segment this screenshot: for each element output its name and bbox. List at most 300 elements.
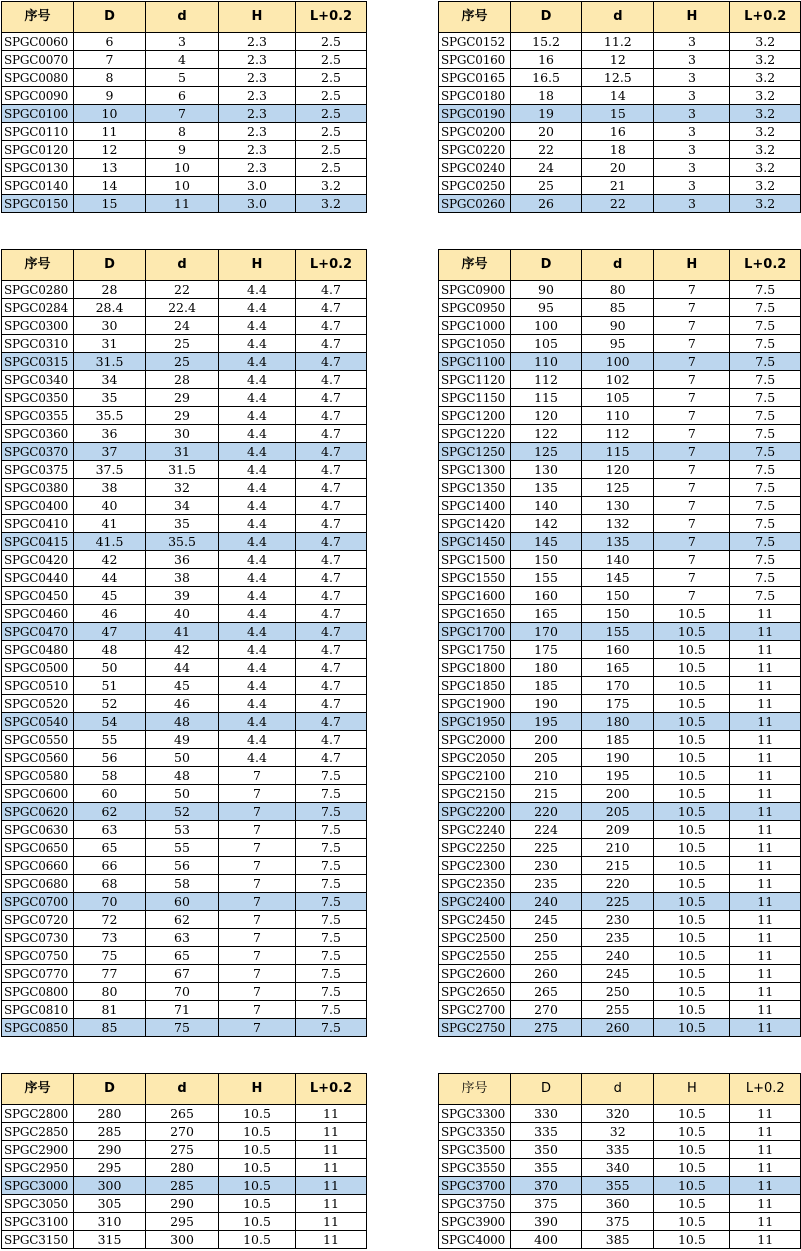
table-row <box>439 893 801 911</box>
table-row <box>439 623 801 641</box>
cell-L: 4.7 <box>296 407 367 425</box>
table-row <box>439 177 801 195</box>
cell-D: 37.5 <box>74 461 146 479</box>
table-row <box>439 767 801 785</box>
cell-D: 44 <box>74 569 146 587</box>
cell-D: 112 <box>510 371 581 389</box>
cell-D: 54 <box>74 713 146 731</box>
cell-H: 3.0 <box>219 195 296 213</box>
cell-D: 224 <box>510 821 581 839</box>
table-row <box>2 911 367 929</box>
cell-L: 4.7 <box>296 353 367 371</box>
cell-H: 7 <box>654 407 730 425</box>
cell-code: SPGC0180 <box>439 87 511 105</box>
cell-D: 142 <box>510 515 581 533</box>
cell-D: 135 <box>510 479 581 497</box>
cell-H: 2.3 <box>219 51 296 69</box>
cell-D: 215 <box>510 785 581 803</box>
cell-d: 385 <box>582 1231 654 1249</box>
cell-d: 290 <box>146 1195 219 1213</box>
cell-code: SPGC1250 <box>439 443 511 461</box>
column-header-code: 序号 <box>439 250 511 281</box>
cell-L: 3.2 <box>730 51 801 69</box>
cell-H: 2.3 <box>219 87 296 105</box>
cell-D: 28 <box>74 281 146 299</box>
cell-code: SPGC0500 <box>2 659 74 677</box>
cell-D: 65 <box>74 839 146 857</box>
cell-H: 10.5 <box>219 1231 296 1249</box>
cell-D: 36 <box>74 425 146 443</box>
spec-table-4 <box>438 249 801 1037</box>
cell-L: 7.5 <box>730 317 801 335</box>
cell-H: 4.4 <box>219 497 296 515</box>
cell-d: 3 <box>146 33 219 51</box>
cell-d: 135 <box>582 533 654 551</box>
cell-code: SPGC0375 <box>2 461 74 479</box>
table-row <box>439 1001 801 1019</box>
cell-d: 205 <box>582 803 654 821</box>
cell-L: 11 <box>296 1123 367 1141</box>
cell-d: 29 <box>146 407 219 425</box>
cell-D: 6 <box>74 33 146 51</box>
table-row <box>2 1195 367 1213</box>
table-row <box>439 1123 801 1141</box>
table-row <box>2 389 367 407</box>
cell-D: 210 <box>510 767 581 785</box>
cell-code: SPGC3550 <box>439 1159 511 1177</box>
cell-D: 48 <box>74 641 146 659</box>
cell-H: 4.4 <box>219 713 296 731</box>
cell-code: SPGC1220 <box>439 425 511 443</box>
cell-H: 10.5 <box>654 983 730 1001</box>
cell-L: 4.7 <box>296 749 367 767</box>
cell-d: 275 <box>146 1141 219 1159</box>
cell-D: 122 <box>510 425 581 443</box>
cell-H: 10.5 <box>654 731 730 749</box>
cell-D: 165 <box>510 605 581 623</box>
header-row <box>2 250 367 281</box>
cell-H: 4.4 <box>219 335 296 353</box>
table-row <box>439 731 801 749</box>
cell-code: SPGC2500 <box>439 929 511 947</box>
cell-D: 180 <box>510 659 581 677</box>
cell-code: SPGC3350 <box>439 1123 511 1141</box>
cell-d: 105 <box>582 389 654 407</box>
cell-H: 7 <box>654 335 730 353</box>
cell-d: 60 <box>146 893 219 911</box>
cell-L: 4.7 <box>296 587 367 605</box>
cell-d: 100 <box>582 353 654 371</box>
column-header-L: L+0.2 <box>730 2 801 33</box>
header-row <box>2 1074 367 1105</box>
cell-code: SPGC0620 <box>2 803 74 821</box>
cell-code: SPGC3100 <box>2 1213 74 1231</box>
table-row <box>439 425 801 443</box>
cell-L: 3.2 <box>730 177 801 195</box>
cell-D: 41 <box>74 515 146 533</box>
cell-d: 295 <box>146 1213 219 1231</box>
cell-d: 15 <box>582 105 654 123</box>
cell-H: 10.5 <box>654 767 730 785</box>
cell-L: 4.7 <box>296 281 367 299</box>
table-row <box>439 1159 801 1177</box>
cell-d: 28 <box>146 371 219 389</box>
column-header-code: 序号 <box>439 2 511 33</box>
cell-code: SPGC0520 <box>2 695 74 713</box>
cell-L: 4.7 <box>296 659 367 677</box>
cell-H: 3 <box>654 141 730 159</box>
table-row <box>2 695 367 713</box>
cell-H: 4.4 <box>219 425 296 443</box>
table-row <box>439 33 801 51</box>
cell-L: 11 <box>730 767 801 785</box>
cell-D: 45 <box>74 587 146 605</box>
cell-code: SPGC3900 <box>439 1213 511 1231</box>
cell-D: 63 <box>74 821 146 839</box>
cell-code: SPGC2450 <box>439 911 511 929</box>
cell-H: 4.4 <box>219 515 296 533</box>
cell-code: SPGC1500 <box>439 551 511 569</box>
cell-L: 7.5 <box>296 893 367 911</box>
cell-L: 11 <box>730 623 801 641</box>
cell-d: 250 <box>582 983 654 1001</box>
cell-D: 28.4 <box>74 299 146 317</box>
cell-L: 2.5 <box>296 123 367 141</box>
cell-H: 10.5 <box>654 659 730 677</box>
cell-L: 11 <box>730 1231 801 1249</box>
cell-code: SPGC0200 <box>439 123 511 141</box>
cell-code: SPGC2100 <box>439 767 511 785</box>
cell-L: 7.5 <box>296 821 367 839</box>
cell-d: 56 <box>146 857 219 875</box>
cell-H: 7 <box>654 371 730 389</box>
cell-H: 10.5 <box>654 947 730 965</box>
table-row <box>2 875 367 893</box>
cell-L: 11 <box>730 1159 801 1177</box>
cell-d: 9 <box>146 141 219 159</box>
cell-code: SPGC2900 <box>2 1141 74 1159</box>
table-row <box>2 1123 367 1141</box>
cell-L: 7.5 <box>296 929 367 947</box>
cell-code: SPGC0420 <box>2 551 74 569</box>
cell-code: SPGC1120 <box>439 371 511 389</box>
cell-code: SPGC0090 <box>2 87 74 105</box>
table-row <box>2 947 367 965</box>
table-row <box>2 803 367 821</box>
cell-code: SPGC0480 <box>2 641 74 659</box>
cell-L: 11 <box>730 731 801 749</box>
table-row <box>2 159 367 177</box>
cell-H: 7 <box>219 857 296 875</box>
table-row <box>2 785 367 803</box>
cell-D: 80 <box>74 983 146 1001</box>
cell-d: 35.5 <box>146 533 219 551</box>
cell-L: 4.7 <box>296 569 367 587</box>
cell-L: 11 <box>730 893 801 911</box>
cell-d: 32 <box>582 1123 654 1141</box>
cell-H: 2.3 <box>219 141 296 159</box>
cell-L: 11 <box>296 1231 367 1249</box>
cell-d: 260 <box>582 1019 654 1037</box>
table-row <box>439 123 801 141</box>
cell-H: 4.4 <box>219 731 296 749</box>
cell-d: 8 <box>146 123 219 141</box>
cell-code: SPGC0120 <box>2 141 74 159</box>
table-row <box>2 713 367 731</box>
cell-H: 10.5 <box>654 1105 730 1123</box>
cell-d: 22.4 <box>146 299 219 317</box>
cell-code: SPGC3750 <box>439 1195 511 1213</box>
cell-L: 11 <box>730 1105 801 1123</box>
cell-code: SPGC0460 <box>2 605 74 623</box>
cell-d: 230 <box>582 911 654 929</box>
cell-D: 330 <box>510 1105 581 1123</box>
table-row <box>2 659 367 677</box>
cell-H: 10.5 <box>654 785 730 803</box>
cell-code: SPGC0770 <box>2 965 74 983</box>
table-row <box>2 425 367 443</box>
cell-D: 56 <box>74 749 146 767</box>
cell-code: SPGC0284 <box>2 299 74 317</box>
cell-d: 25 <box>146 353 219 371</box>
cell-L: 7.5 <box>730 569 801 587</box>
cell-d: 112 <box>582 425 654 443</box>
cell-L: 7.5 <box>730 551 801 569</box>
cell-d: 48 <box>146 713 219 731</box>
cell-D: 13 <box>74 159 146 177</box>
cell-H: 7 <box>654 479 730 497</box>
cell-d: 180 <box>582 713 654 731</box>
cell-H: 10.5 <box>654 1001 730 1019</box>
cell-L: 4.7 <box>296 461 367 479</box>
cell-code: SPGC0310 <box>2 335 74 353</box>
table-row <box>439 299 801 317</box>
table-row <box>439 749 801 767</box>
cell-H: 10.5 <box>219 1195 296 1213</box>
cell-code: SPGC1420 <box>439 515 511 533</box>
column-header-D: D <box>74 250 146 281</box>
cell-d: 280 <box>146 1159 219 1177</box>
cell-code: SPGC0100 <box>2 105 74 123</box>
table-row <box>2 587 367 605</box>
cell-d: 140 <box>582 551 654 569</box>
cell-code: SPGC0370 <box>2 443 74 461</box>
cell-d: 36 <box>146 551 219 569</box>
cell-H: 10.5 <box>219 1141 296 1159</box>
cell-H: 3 <box>654 195 730 213</box>
cell-code: SPGC0080 <box>2 69 74 87</box>
cell-code: SPGC0300 <box>2 317 74 335</box>
cell-L: 4.7 <box>296 299 367 317</box>
cell-D: 245 <box>510 911 581 929</box>
table-row <box>439 371 801 389</box>
cell-code: SPGC0220 <box>439 141 511 159</box>
cell-L: 7.5 <box>730 497 801 515</box>
cell-D: 355 <box>510 1159 581 1177</box>
cell-D: 24 <box>510 159 581 177</box>
cell-code: SPGC0810 <box>2 1001 74 1019</box>
cell-L: 11 <box>730 1019 801 1037</box>
table-row <box>439 479 801 497</box>
cell-D: 15 <box>74 195 146 213</box>
cell-code: SPGC3000 <box>2 1177 74 1195</box>
table-row <box>439 875 801 893</box>
cell-H: 10.5 <box>654 641 730 659</box>
cell-d: 120 <box>582 461 654 479</box>
cell-H: 7 <box>219 929 296 947</box>
cell-code: SPGC1450 <box>439 533 511 551</box>
cell-d: 39 <box>146 587 219 605</box>
cell-D: 47 <box>74 623 146 641</box>
cell-D: 14 <box>74 177 146 195</box>
cell-d: 48 <box>146 767 219 785</box>
cell-L: 2.5 <box>296 69 367 87</box>
cell-H: 7 <box>654 443 730 461</box>
table-row <box>439 317 801 335</box>
cell-code: SPGC2050 <box>439 749 511 767</box>
cell-code: SPGC1550 <box>439 569 511 587</box>
cell-d: 67 <box>146 965 219 983</box>
cell-code: SPGC0900 <box>439 281 511 299</box>
cell-L: 11 <box>730 677 801 695</box>
table-row <box>2 965 367 983</box>
cell-L: 7.5 <box>730 299 801 317</box>
cell-L: 3.2 <box>730 195 801 213</box>
cell-H: 4.4 <box>219 389 296 407</box>
cell-H: 4.4 <box>219 623 296 641</box>
cell-H: 2.3 <box>219 69 296 87</box>
cell-H: 10.5 <box>654 803 730 821</box>
table-row <box>2 569 367 587</box>
cell-L: 4.7 <box>296 371 367 389</box>
cell-H: 10.5 <box>654 911 730 929</box>
table-row <box>439 515 801 533</box>
table-row <box>439 551 801 569</box>
cell-D: 235 <box>510 875 581 893</box>
cell-D: 50 <box>74 659 146 677</box>
table-row <box>439 443 801 461</box>
cell-L: 7.5 <box>730 479 801 497</box>
cell-d: 270 <box>146 1123 219 1141</box>
cell-L: 4.7 <box>296 551 367 569</box>
cell-L: 11 <box>730 695 801 713</box>
cell-L: 3.2 <box>730 159 801 177</box>
cell-d: 195 <box>582 767 654 785</box>
cell-D: 370 <box>510 1177 581 1195</box>
table-row <box>439 335 801 353</box>
cell-L: 11 <box>730 1177 801 1195</box>
cell-L: 4.7 <box>296 497 367 515</box>
cell-d: 265 <box>146 1105 219 1123</box>
table-row <box>439 461 801 479</box>
cell-d: 65 <box>146 947 219 965</box>
cell-code: SPGC1150 <box>439 389 511 407</box>
cell-D: 250 <box>510 929 581 947</box>
table-row <box>2 839 367 857</box>
cell-D: 90 <box>510 281 581 299</box>
table-row <box>2 983 367 1001</box>
cell-d: 340 <box>582 1159 654 1177</box>
column-header-d: d <box>146 1074 219 1105</box>
table-row <box>2 371 367 389</box>
table-row <box>2 821 367 839</box>
cell-code: SPGC2240 <box>439 821 511 839</box>
cell-L: 7.5 <box>296 1001 367 1019</box>
column-header-code: 序号 <box>2 2 74 33</box>
cell-H: 10.5 <box>654 1123 730 1141</box>
cell-D: 290 <box>74 1141 146 1159</box>
cell-code: SPGC0260 <box>439 195 511 213</box>
cell-H: 4.4 <box>219 353 296 371</box>
table-row <box>439 1019 801 1037</box>
table-row <box>2 87 367 105</box>
cell-d: 10 <box>146 177 219 195</box>
cell-d: 50 <box>146 749 219 767</box>
cell-H: 7 <box>654 281 730 299</box>
cell-D: 260 <box>510 965 581 983</box>
cell-d: 16 <box>582 123 654 141</box>
cell-H: 7 <box>654 551 730 569</box>
cell-L: 11 <box>730 1195 801 1213</box>
table-row <box>439 803 801 821</box>
cell-d: 20 <box>582 159 654 177</box>
cell-d: 125 <box>582 479 654 497</box>
cell-code: SPGC0355 <box>2 407 74 425</box>
cell-code: SPGC0540 <box>2 713 74 731</box>
cell-L: 7.5 <box>296 803 367 821</box>
cell-d: 300 <box>146 1231 219 1249</box>
cell-H: 3 <box>654 87 730 105</box>
cell-L: 11 <box>730 659 801 677</box>
cell-D: 31 <box>74 335 146 353</box>
cell-code: SPGC0340 <box>2 371 74 389</box>
cell-H: 4.4 <box>219 461 296 479</box>
cell-L: 3.2 <box>730 123 801 141</box>
cell-L: 11 <box>730 1141 801 1159</box>
cell-d: 175 <box>582 695 654 713</box>
cell-code: SPGC2950 <box>2 1159 74 1177</box>
cell-code: SPGC1650 <box>439 605 511 623</box>
cell-d: 25 <box>146 335 219 353</box>
cell-L: 11 <box>296 1141 367 1159</box>
cell-d: 12 <box>582 51 654 69</box>
table-row <box>2 1001 367 1019</box>
cell-L: 11 <box>730 929 801 947</box>
column-header-D: D <box>510 1074 581 1105</box>
cell-D: 42 <box>74 551 146 569</box>
cell-H: 10.5 <box>654 893 730 911</box>
table-row <box>439 1195 801 1213</box>
cell-D: 190 <box>510 695 581 713</box>
cell-d: 375 <box>582 1213 654 1231</box>
cell-D: 41.5 <box>74 533 146 551</box>
cell-D: 195 <box>510 713 581 731</box>
table-row <box>439 695 801 713</box>
cell-d: 40 <box>146 605 219 623</box>
cell-d: 150 <box>582 605 654 623</box>
table-row <box>439 281 801 299</box>
cell-d: 240 <box>582 947 654 965</box>
column-header-d: d <box>146 250 219 281</box>
table-row <box>2 69 367 87</box>
cell-H: 2.3 <box>219 33 296 51</box>
cell-code: SPGC0140 <box>2 177 74 195</box>
cell-L: 11 <box>730 983 801 1001</box>
table-row <box>2 123 367 141</box>
table-row <box>2 731 367 749</box>
cell-D: 185 <box>510 677 581 695</box>
cell-code: SPGC1000 <box>439 317 511 335</box>
